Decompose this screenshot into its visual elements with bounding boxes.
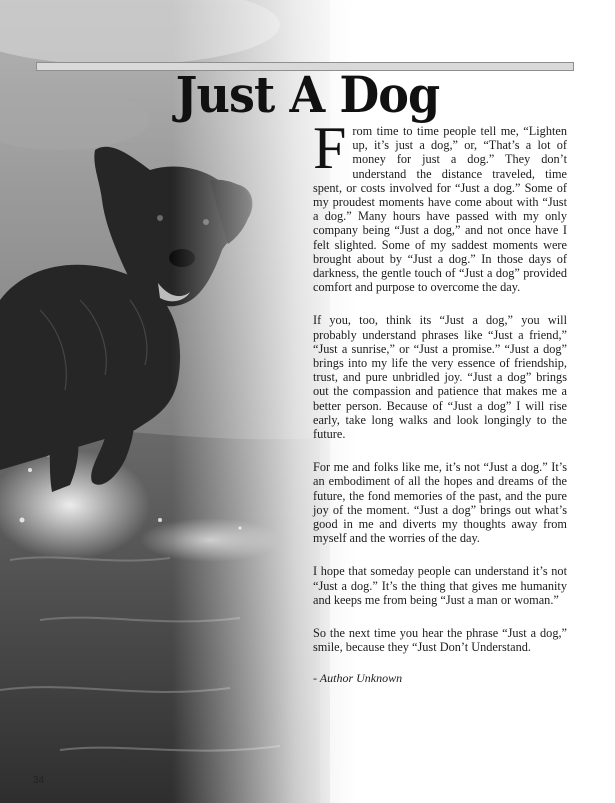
paragraph-1: [313, 115, 567, 295]
drop-cap: F: [313, 115, 347, 181]
paragraph-3: For me and folks like me, it’s not “Just a dog.” It’s an embodiment of all the hopes and dreams of the future, the fond memories of the past, and the pure joy of the moment. “Just a dog” brings out what’s good in me and diverts my thoughts away from myself and the worries of the day.: [313, 460, 567, 546]
article-body: [313, 115, 567, 685]
paragraph-4: I hope that someday people can understand it’s not “Just a dog.” It’s the thing that gives me humanity and keeps me from being “Just a man or woman.”: [313, 564, 567, 607]
article-title: Just A Dog: [175, 64, 440, 124]
attribution: - Author Unknown: [313, 670, 403, 685]
paragraph-1-text: rom time to time people tell me, “Lighten up, it’s just a dog,” or, “That’s a lot of money for just a dog.” They don’t understand the distance traveled, time spent, or costs involved for “Just a dog.” Some of my proudest moments have come about with “Just a dog.” Many hours have passed with my only company being “Just a dog,” and not once have I felt slighted. Some of my saddest moments were brought about by “Just a dog.” In those days of darkness, the gentle touch of “Just a dog” provided comfort and purpose to overcome the day.: [313, 124, 567, 295]
paragraph-5: So the next time you hear the phrase “Just a dog,” smile, because they “Just Don’t Understand.: [313, 626, 567, 655]
paragraph-2: If you, too, think its “Just a dog,” you will probably understand phrases like “Just a friend,” “Just a sunrise,” or “Just a promise.” “Just a dog” brings into my life the very essence of friendship, trust, and pure unbridled joy. “Just a dog” brings out the compassion and patience that makes me a better person. Because of “Just a dog” I will rise early, take long walks and look longingly to the future.: [313, 313, 567, 442]
page-number: 34: [33, 775, 45, 786]
